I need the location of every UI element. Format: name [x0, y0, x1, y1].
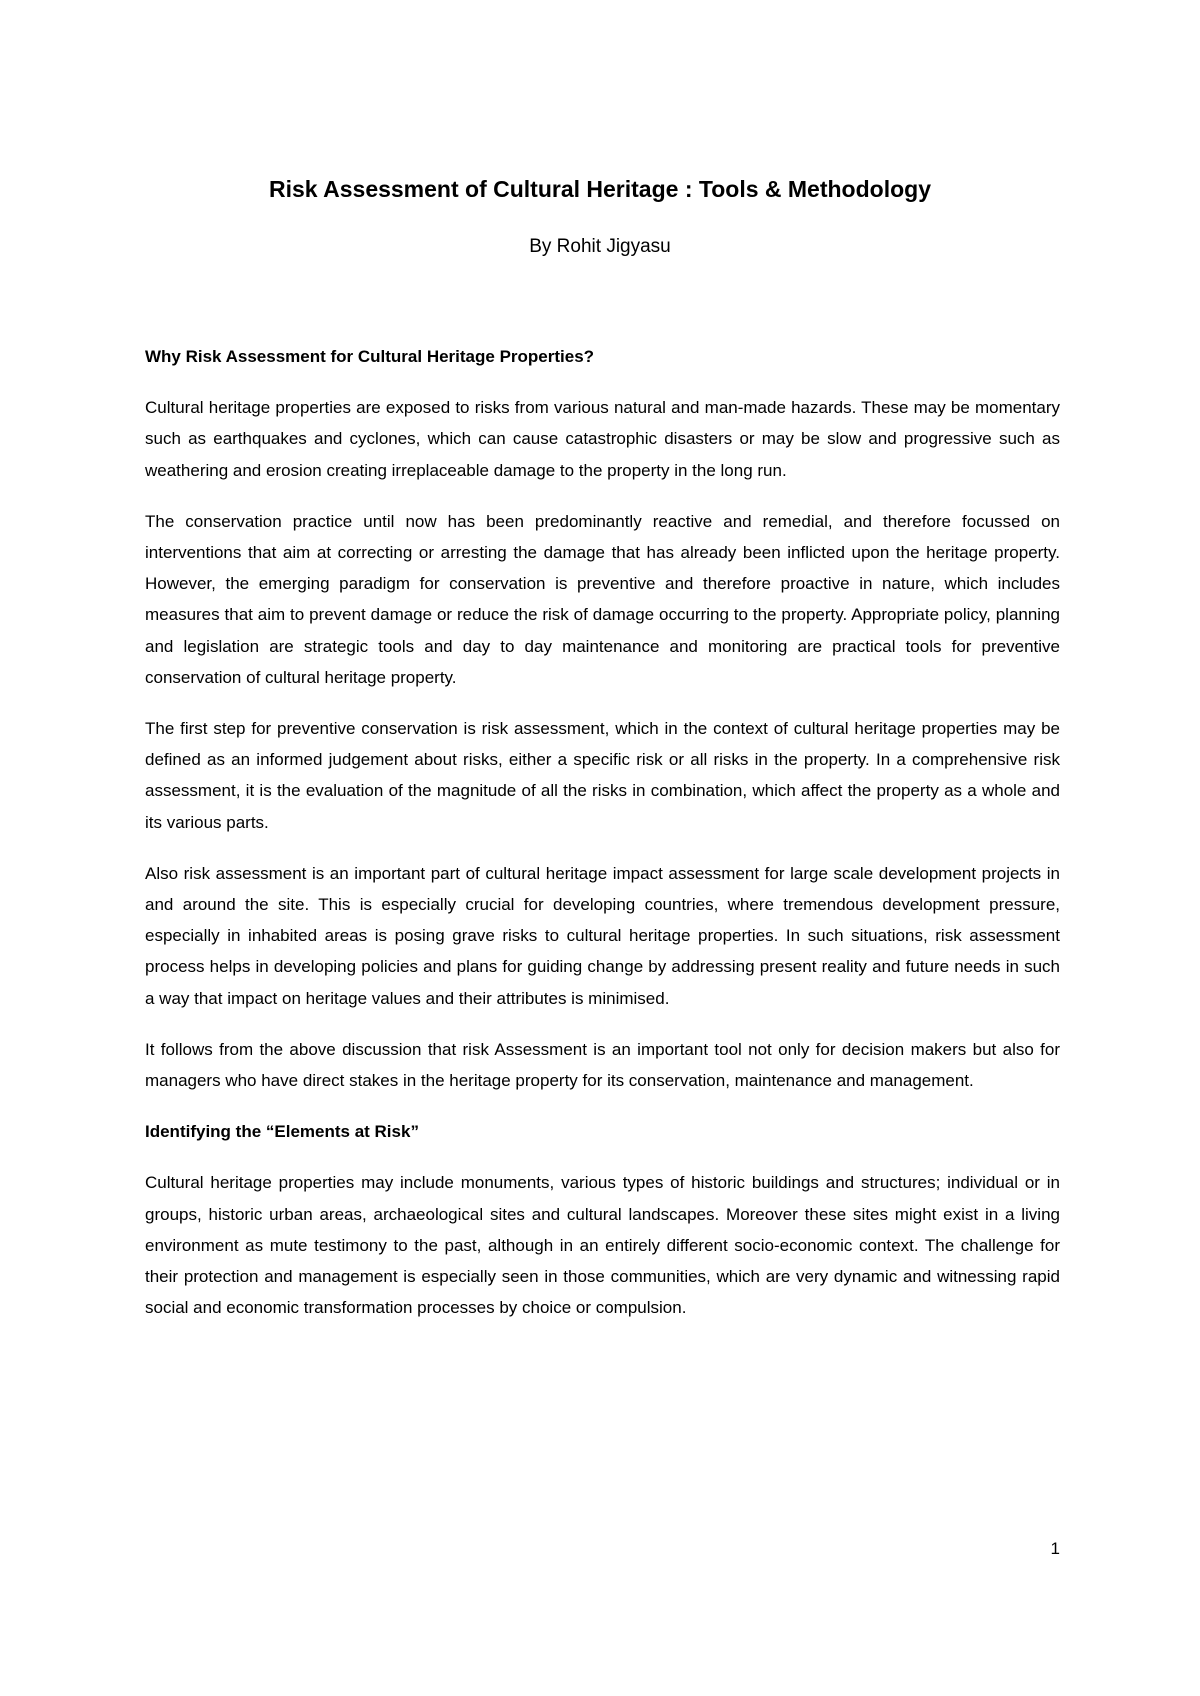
paragraph: It follows from the above discussion that risk Assessment is an important tool not only for decision makers but also for managers who have direct stakes in the heritage property for its conservation, maintenance and management. [145, 1039, 1060, 1091]
document-title: Risk Assessment of Cultural Heritage : Tools & Methodology [269, 176, 931, 202]
document-body [145, 341, 1060, 1343]
paragraph: The first step for preventive conservation is risk assessment, which in the context of cultural heritage properties may be defined as an informed judgement about risks, either a specific risk or all risks in the property. In a comprehensive risk assessment, it is the evaluation of the magnitude of all the risks in combination, which affect the property as a whole and its various parts. [145, 719, 1060, 832]
paragraph: Cultural heritage properties may include monuments, various types of historic buildings and structures; individual or in groups, historic urban areas, archaeological sites and cultural landscapes. Moreover these sites might exist in a living environment as mute testimony to the past, although in an entirely different socio-economic context. The challenge for their protection and management is especially seen in those communities, which are very dynamic and witnessing rapid social and economic transformation processes by choice or compulsion. [145, 1173, 1060, 1318]
paragraph: The conservation practice until now has been predominantly reactive and remedial, and therefore focussed on interventions that aim at correcting or arresting the damage that has already been inflicted upon the heritage property. However, the emerging paradigm for conservation is preventive and therefore proactive in nature, which includes measures that aim to prevent damage or reduce the risk of damage occurring to the property. Appropriate policy, planning and legislation are strategic tools and day to day maintenance and monitoring are practical tools for preventive conservation of cultural heritage property. [145, 511, 1060, 687]
author-byline: By Rohit Jigyasu [529, 236, 671, 257]
page-number: 1 [1050, 1539, 1060, 1558]
section-heading-why: Why Risk Assessment for Cultural Heritage Properties? [145, 347, 595, 366]
section-heading-elements: Identifying the “Elements at Risk” [145, 1122, 419, 1142]
paragraph: Cultural heritage properties are exposed to risks from various natural and man-made hazards. These may be momentary such as earthquakes and cyclones, which can cause catastrophic disasters or may be slow and progressive such as weathering and erosion creating irreplaceable damage to the property in the long run. [145, 398, 1060, 480]
paragraph: Also risk assessment is an important part of cultural heritage impact assessment for large scale development projects in and around the site. This is especially crucial for developing countries, where tremendous development pressure, especially in inhabited areas is posing grave risks to cultural heritage properties. In such situations, risk assessment process helps in developing policies and plans for guiding change by addressing present reality and future needs in such a way that impact on heritage values and their attributes is minimised. [145, 863, 1060, 1008]
